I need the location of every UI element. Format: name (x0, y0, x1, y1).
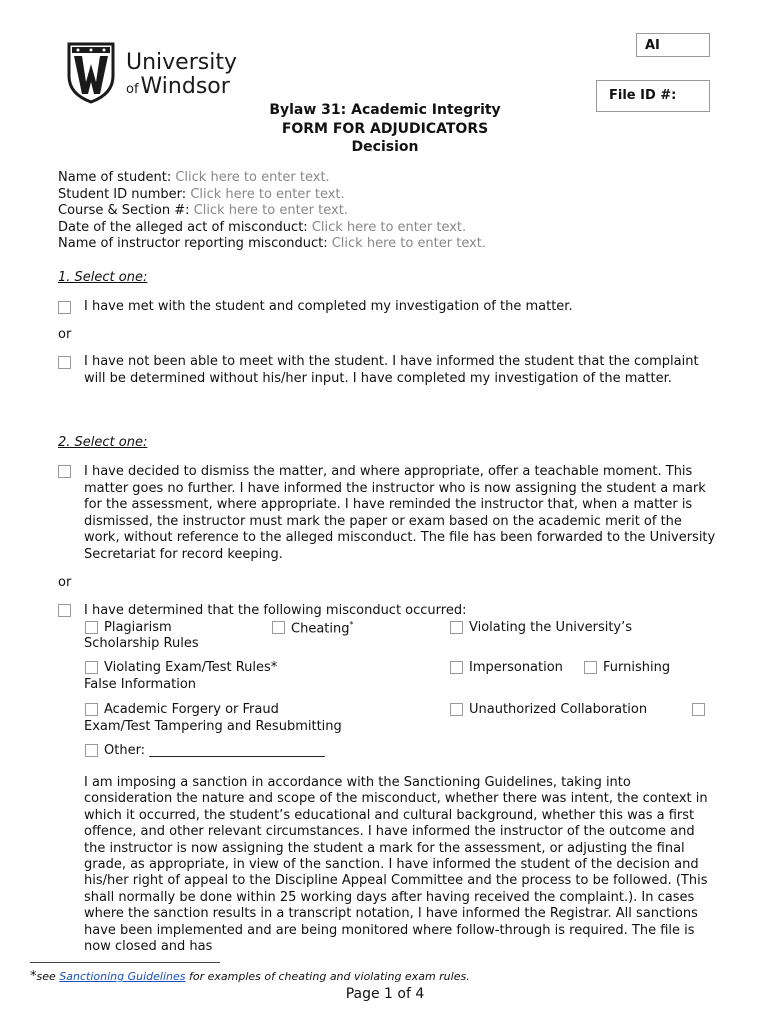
university-crest-logo (66, 42, 116, 104)
field-student-name: Name of student: Click here to enter text. (58, 170, 330, 185)
ai-box: AI (636, 33, 710, 57)
plagiarism-label: Plagiarism (104, 620, 172, 635)
form-title: Bylaw 31: Academic Integrity (269, 102, 501, 118)
plagiarism-checkbox[interactable] (85, 621, 98, 634)
other-label[interactable]: Other: ___________________________ (104, 743, 325, 758)
section2-or: or (58, 575, 72, 590)
tampering-label: Exam/Test Tampering and Resubmitting (84, 719, 342, 734)
footnote-divider (30, 962, 220, 963)
field-misconduct-date: Date of the alleged act of misconduct: Click here to enter text. (58, 220, 467, 235)
other-checkbox[interactable] (85, 744, 98, 757)
page-number: Page 1 of 4 (345, 986, 425, 1002)
unauthorized-collaboration-checkbox[interactable] (450, 703, 463, 716)
field-student-id: Student ID number: Click here to enter text. (58, 187, 345, 202)
footnote: *see Sanctioning Guidelines for examples of cheating and violating exam rules. (30, 969, 470, 984)
course-section-input[interactable]: Click here to enter text. (193, 203, 348, 218)
instructor-name-input[interactable]: Click here to enter text. (331, 236, 487, 251)
forgery-label: Academic Forgery or Fraud (104, 702, 279, 717)
section2-misconduct-label: I have determined that the following misconduct occurred: (84, 603, 467, 618)
scholarship-rules-label: Scholarship Rules (84, 636, 199, 651)
cheating-checkbox[interactable] (272, 621, 285, 634)
violating-university-checkbox[interactable] (450, 621, 463, 634)
section2-dismiss-label: I have decided to dismiss the matter, and where appropriate, offer a teachable moment. This matter goes no further. I have informed the instructor who is now assigning the student a mark for the assessment, where appropriate. I have reminded the instructor that, when a matter is dismissed, the instructor must mark the paper or exam based on the academic merit of the work, without reference to the alleged misconduct. The file has been forwarded to the University Secretariat for record keeping. (84, 464, 716, 562)
student-name-input[interactable]: Click here to enter text. (175, 170, 330, 185)
section1-option1-checkbox[interactable] (58, 301, 71, 314)
section1-option1-label: I have met with the student and completed my investigation of the matter. (84, 299, 573, 314)
violating-university-label: Violating the University’s (469, 620, 633, 635)
impersonation-checkbox[interactable] (450, 661, 463, 674)
tampering-checkbox[interactable] (692, 703, 705, 716)
furnishing-checkbox[interactable] (584, 661, 597, 674)
file-id-box[interactable]: File ID #: (596, 80, 710, 112)
impersonation-label: Impersonation (469, 660, 563, 675)
section1-option2-label: I have not been able to meet with the student. I have informed the student that the complaint will be determined without his/her input. I have completed my investigation of the matter. (84, 354, 699, 386)
section2-heading: 2. Select one: (58, 435, 148, 450)
form-decision-heading: Decision (351, 139, 419, 155)
violating-exam-label: Violating Exam/Test Rules* (104, 660, 278, 675)
section2-misconduct-checkbox[interactable] (58, 604, 71, 617)
logo-wordmark-university: University (126, 50, 237, 75)
form-subtitle: FORM FOR ADJUDICATORS (281, 121, 489, 137)
sanction-paragraph: I am imposing a sanction in accordance with the Sanctioning Guidelines, taking into consideration the nature and scope of the misconduct, whether there was intent, the context in which it occurred, the student’s educational and cultural background, whether this was a first offence, and other relevant circumstances. I have informed the instructor of the outcome and the instructor is now assigning the student a mark for the assessment, or adjusting the final grade, as appropriate, in view of the sanction. I have informed the student of the decision and his/her right of appeal to the Discipline Appeal Committee and the process to be followed. (This shall normally be done within 25 working days after having received the complaint.). In cases where the sanction results in a transcript notation, I have informed the Registrar. All sanctions have been implemented and are being monitored where follow-through is required. The file is now closed and has (84, 775, 708, 955)
misconduct-date-input[interactable]: Click here to enter text. (311, 220, 467, 235)
unauthorized-collaboration-label: Unauthorized Collaboration (469, 702, 648, 717)
false-information-label: False Information (84, 677, 197, 692)
violating-exam-checkbox[interactable] (85, 661, 98, 674)
section1-or: or (58, 327, 72, 342)
field-instructor-name: Name of instructor reporting misconduct: Click here to enter text. (58, 236, 487, 251)
section2-dismiss-checkbox[interactable] (58, 465, 71, 478)
student-id-input[interactable]: Click here to enter text. (190, 187, 345, 202)
forgery-checkbox[interactable] (85, 703, 98, 716)
section1-heading: 1. Select one: (58, 270, 148, 285)
sanctioning-guidelines-link[interactable]: Sanctioning Guidelines (59, 970, 186, 983)
logo-wordmark-windsor: ofWindsor (126, 74, 230, 99)
field-course-section: Course & Section #: Click here to enter text. (58, 203, 348, 218)
furnishing-label: Furnishing (603, 660, 671, 675)
cheating-label: Cheating* (291, 620, 354, 637)
section1-option2-checkbox[interactable] (58, 356, 71, 369)
